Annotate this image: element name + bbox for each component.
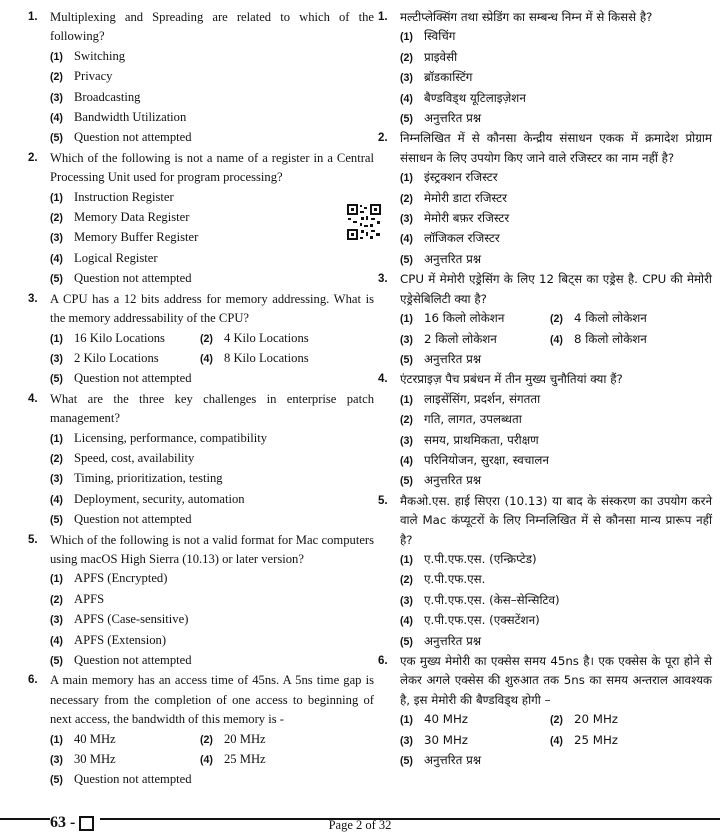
- option-number: (3): [50, 614, 63, 627]
- option-3: [50, 610, 378, 630]
- option-text: Switching: [74, 48, 126, 63]
- option-number: (5): [400, 635, 413, 648]
- option-number: (2): [50, 71, 63, 84]
- question-number: 2.: [378, 132, 388, 145]
- question-number: 4.: [28, 392, 38, 405]
- option-5: [50, 128, 378, 148]
- option-2: [200, 329, 378, 349]
- option-number: (2): [400, 414, 413, 427]
- option-text: Timing, prioritization, testing: [74, 471, 223, 486]
- option-text: ए.पी.एफ.एस. (केस–सेन्सिटिव): [424, 592, 560, 607]
- question-4-en: [28, 390, 378, 531]
- option-2: [550, 710, 716, 730]
- option-1: [50, 429, 378, 449]
- option-text: 2 Kilo Locations: [74, 350, 159, 365]
- option-text: अनुत्तरित प्रश्न: [424, 251, 482, 266]
- option-number: (2): [550, 313, 563, 326]
- option-3: [400, 209, 716, 229]
- option-number: (5): [50, 373, 63, 386]
- option-text: APFS: [74, 591, 105, 606]
- option-2: [400, 189, 716, 209]
- option-text: 16 किलो लोकेशन: [424, 311, 505, 326]
- option-4: [400, 611, 716, 631]
- option-3: [400, 431, 716, 451]
- option-text: Logical Register: [74, 250, 158, 265]
- option-text: 8 किलो लोकेशन: [574, 331, 647, 346]
- question-3-en: [28, 290, 378, 390]
- option-number: (4): [200, 352, 213, 365]
- option-text: 30 MHz: [74, 752, 116, 767]
- option-2: [50, 208, 378, 228]
- option-5: [400, 471, 716, 491]
- option-text: ए.पी.एफ.एस. (एक्सटेंशन): [424, 613, 540, 628]
- options-list: [50, 329, 378, 390]
- question-text: एंटरप्राइज़ पैच प्रबंधन में तीन मुख्य चुनौतियां क्या हैं?: [400, 372, 623, 387]
- option-number: (1): [50, 733, 63, 746]
- option-number: (4): [400, 615, 413, 628]
- option-text: स्विचिंग: [424, 29, 456, 44]
- option-5: [400, 751, 716, 771]
- question-6-hi: [378, 652, 716, 771]
- question-text: Multiplexing and Spreading are related to which of the following?: [50, 10, 374, 44]
- option-text: अनुत्तरित प्रश्न: [424, 351, 482, 366]
- option-2: [200, 730, 378, 750]
- option-1: [400, 550, 716, 570]
- option-3: [50, 469, 378, 489]
- option-4: [550, 731, 716, 751]
- option-5: [400, 632, 716, 652]
- option-text: Memory Buffer Register: [74, 230, 199, 245]
- option-number: (3): [400, 734, 413, 747]
- option-2: [400, 48, 716, 68]
- question-4-hi: [378, 370, 716, 491]
- option-1: [400, 309, 550, 329]
- option-4: [200, 349, 378, 369]
- option-number: (1): [400, 714, 413, 727]
- qr-code: [346, 203, 382, 241]
- option-number: (1): [400, 31, 413, 44]
- option-number: (3): [50, 91, 63, 104]
- option-text: Instruction Register: [74, 189, 174, 204]
- option-number: (3): [400, 333, 413, 346]
- option-number: (1): [50, 191, 63, 204]
- question-number: 6.: [28, 674, 38, 687]
- option-text: गति, लागत, उपलब्धता: [424, 412, 522, 427]
- question-2-hi: [378, 129, 716, 270]
- option-text: 20 MHz: [224, 731, 266, 746]
- option-text: Bandwidth Utilization: [74, 110, 187, 125]
- option-2: [400, 410, 716, 430]
- option-4: [50, 490, 378, 510]
- options-list: [400, 309, 716, 370]
- option-5: [400, 350, 716, 370]
- options-list: [400, 168, 716, 270]
- option-text: Speed, cost, availability: [74, 450, 195, 465]
- option-number: (5): [50, 273, 63, 286]
- option-number: (5): [400, 475, 413, 488]
- option-text: 16 Kilo Locations: [74, 330, 165, 345]
- question-number: 3.: [28, 292, 38, 305]
- option-text: 4 Kilo Locations: [224, 330, 309, 345]
- option-text: 25 MHz: [224, 752, 266, 767]
- option-text: प्राइवेसी: [424, 49, 458, 64]
- option-5: [50, 369, 378, 389]
- option-text: समय, प्राथमिकता, परीक्षण: [424, 432, 539, 447]
- option-number: (3): [400, 434, 413, 447]
- option-number: (4): [50, 252, 63, 265]
- option-text: ए.पी.एफ.एस. (एन्क्रिप्टेड): [424, 551, 537, 566]
- option-5: [400, 109, 716, 129]
- option-2: [400, 570, 716, 590]
- question-text: A main memory has an access time of 45ns. A 5ns time gap is necessary from the completion of one access to beginning of next access, the bandwidth of this memory is -: [50, 673, 374, 727]
- option-text: 4 किलो लोकेशन: [574, 311, 647, 326]
- option-number: (5): [400, 253, 413, 266]
- option-text: इंस्ट्रक्शन रजिस्टर: [424, 170, 498, 185]
- option-3: [50, 228, 378, 248]
- option-number: (2): [50, 452, 63, 465]
- option-4: [400, 229, 716, 249]
- option-number: (1): [50, 573, 63, 586]
- question-1-en: [28, 8, 378, 149]
- option-number: (1): [50, 432, 63, 445]
- option-number: (2): [400, 574, 413, 587]
- option-text: 20 MHz: [574, 712, 619, 727]
- option-3: [400, 330, 550, 350]
- option-1: [400, 27, 716, 47]
- option-1: [400, 710, 550, 730]
- options-list: [50, 47, 378, 149]
- option-text: परिनियोजन, सुरक्षा, स्वचालन: [424, 452, 549, 467]
- option-text: 30 MHz: [424, 732, 469, 747]
- option-text: Deployment, security, automation: [74, 491, 245, 506]
- option-5: [50, 510, 378, 530]
- option-4: [50, 108, 378, 128]
- option-number: (4): [50, 112, 63, 125]
- option-number: (3): [50, 352, 63, 365]
- option-number: (3): [50, 754, 63, 767]
- options-list: [50, 429, 378, 531]
- question-text: A CPU has a 12 bits address for memory addressing. What is the memory addressability of the CPU?: [50, 291, 374, 326]
- option-number: (4): [550, 333, 563, 346]
- option-text: APFS (Case-sensitive): [74, 612, 189, 627]
- option-5: [50, 269, 378, 289]
- question-text: एक मुख्य मेमोरी का एक्सेस समय 45ns है। एक एक्सेस के पूरा होने से लेकर अगले एक्सेस की शुरुआत तक 5ns का समय अन्तराल आवश्यक है, इस मेमोरी की बैण्डविड्थ होगी –: [400, 654, 712, 707]
- option-text: 40 MHz: [74, 731, 116, 746]
- option-4: [400, 89, 716, 109]
- option-number: (3): [400, 594, 413, 607]
- option-text: अनुत्तरित प्रश्न: [424, 753, 482, 768]
- option-1: [50, 329, 200, 349]
- option-number: (1): [50, 332, 63, 345]
- option-number: (2): [200, 332, 213, 345]
- option-text: अनुत्तरित प्रश्न: [424, 473, 482, 488]
- option-text: लाइसेंसिंग, प्रदर्शन, संगतता: [424, 391, 541, 406]
- option-3: [50, 349, 200, 369]
- option-number: (2): [50, 593, 63, 606]
- question-number: 4.: [378, 373, 388, 386]
- option-number: (4): [50, 493, 63, 506]
- option-number: (1): [400, 313, 413, 326]
- english-column: [28, 8, 378, 791]
- option-1: [50, 569, 378, 589]
- option-text: Licensing, performance, compatibility: [74, 430, 268, 445]
- question-text: What are the three key challenges in enterprise patch management?: [50, 391, 374, 426]
- option-1: [50, 730, 200, 750]
- option-number: (5): [400, 755, 413, 768]
- option-number: (2): [550, 714, 563, 727]
- option-number: (5): [400, 353, 413, 366]
- option-3: [400, 591, 716, 611]
- question-1-hi: [378, 8, 716, 129]
- option-4: [50, 631, 378, 651]
- option-2: [550, 309, 716, 329]
- option-text: 8 Kilo Locations: [224, 350, 309, 365]
- option-number: (5): [50, 774, 63, 787]
- question-text: मैकओ.एस. हाई सिएरा (10.13) या बाद के संस्करण का उपयोग करने वाले Mac कंप्यूटरों के लिए निम्नलिखित में से कौनसा मान्य प्रारूप नहीं है?: [400, 493, 712, 547]
- question-6-en: [28, 671, 378, 790]
- option-1: [400, 168, 716, 188]
- option-number: (5): [50, 655, 63, 667]
- option-text: मेमोरी बफ़र रजिस्टर: [424, 211, 510, 226]
- options-list: [400, 710, 716, 771]
- option-number: (3): [50, 473, 63, 486]
- option-number: (2): [50, 212, 63, 225]
- option-text: ए.पी.एफ.एस.: [424, 572, 486, 587]
- option-text: Question not attempted: [74, 772, 192, 787]
- option-4: [400, 451, 716, 471]
- option-text: Broadcasting: [74, 89, 141, 104]
- option-3: [400, 68, 716, 88]
- checkbox-square-icon: [79, 816, 94, 831]
- option-number: (2): [400, 51, 413, 64]
- option-text: Question not attempted: [74, 653, 192, 667]
- question-number: 1.: [28, 11, 38, 23]
- option-number: (2): [400, 192, 413, 205]
- question-text: Which of the following is not a name of a register in a Central Processing Unit used for program processing?: [50, 150, 374, 185]
- option-2: [50, 449, 378, 469]
- option-number: (1): [400, 393, 413, 406]
- page-number: Page 2 of 32: [328, 818, 392, 832]
- option-1: [50, 188, 378, 208]
- question-3-hi: [378, 270, 716, 370]
- question-number: 1.: [378, 11, 388, 23]
- option-text: लॉजिकल रजिस्टर: [424, 231, 500, 246]
- option-text: मेमोरी डाटा रजिस्टर: [424, 190, 507, 205]
- option-text: Privacy: [74, 69, 113, 84]
- question-number: 5.: [378, 494, 388, 507]
- option-text: APFS (Extension): [74, 632, 167, 647]
- option-5: [50, 770, 378, 790]
- option-text: APFS (Encrypted): [74, 571, 168, 586]
- option-number: (4): [400, 92, 413, 105]
- options-list: [400, 390, 716, 492]
- question-number: 2.: [28, 151, 38, 164]
- option-text: 2 किलो लोकेशन: [424, 331, 497, 346]
- option-1: [400, 390, 716, 410]
- option-3: [50, 88, 378, 108]
- option-text: अनुत्तरित प्रश्न: [424, 111, 482, 126]
- option-number: (3): [400, 213, 413, 226]
- option-text: 25 MHz: [574, 732, 619, 747]
- option-number: (2): [200, 733, 213, 746]
- question-text: निम्नलिखित में से कौनसा केन्द्रीय संसाधन एकक में क्रमादेश प्रोग्राम संसाधन के लिए उपयोग किए जाने वाले रजिस्टर का नाम नहीं है?: [400, 131, 712, 165]
- option-number: (5): [400, 113, 413, 126]
- question-2-en: [28, 149, 378, 290]
- question-number: 5.: [28, 533, 38, 546]
- option-text: Question not attempted: [74, 130, 192, 145]
- option-text: बैण्डविड्थ यूटिलाइज़ेशन: [424, 90, 526, 105]
- option-5: [400, 250, 716, 270]
- option-number: (1): [50, 50, 63, 63]
- option-2: [50, 67, 378, 87]
- option-number: (5): [50, 132, 63, 145]
- question-5-en: [28, 531, 378, 672]
- option-5: [50, 651, 378, 671]
- paper-code-text: 63 -: [50, 814, 76, 831]
- options-list: [50, 569, 378, 671]
- option-text: अनुत्तरित प्रश्न: [424, 633, 482, 648]
- option-1: [50, 47, 378, 67]
- option-3: [400, 731, 550, 751]
- option-number: (4): [50, 634, 63, 647]
- question-5-hi: [378, 492, 716, 652]
- option-number: (3): [50, 232, 63, 245]
- option-text: Memory Data Register: [74, 210, 190, 225]
- options-list: [400, 27, 716, 129]
- option-number: (3): [400, 72, 413, 85]
- question-text: CPU में मेमोरी एड्रेसिंग के लिए 12 बिट्स का एड्रेस है. CPU की मेमोरी एड्रेसेबिलिटी क्या है?: [400, 272, 712, 306]
- option-text: 40 MHz: [424, 712, 469, 727]
- option-text: Question not attempted: [74, 512, 192, 527]
- option-4: [200, 750, 378, 770]
- option-text: Question not attempted: [74, 271, 192, 286]
- option-number: (1): [400, 553, 413, 566]
- option-number: (4): [400, 233, 413, 246]
- option-2: [50, 590, 378, 610]
- option-number: (4): [550, 734, 563, 747]
- question-text: मल्टीप्लेक्सिंग तथा स्प्रेडिंग का सम्बन्ध निम्न में से किससे है?: [400, 10, 653, 24]
- options-list: [50, 188, 378, 290]
- paper-code: [50, 814, 100, 832]
- option-text: ब्रॉडकास्टिंग: [424, 70, 473, 85]
- option-4: [50, 249, 378, 269]
- option-3: [50, 750, 200, 770]
- question-text: Which of the following is not a valid format for Mac computers using macOS High Sierra (10.13) or later version?: [50, 532, 374, 566]
- option-number: (4): [200, 754, 213, 767]
- question-number: 3.: [378, 273, 388, 286]
- option-text: Question not attempted: [74, 371, 192, 386]
- question-number: 6.: [378, 655, 388, 667]
- option-number: (5): [50, 514, 63, 527]
- option-number: (4): [400, 454, 413, 467]
- option-4: [550, 330, 716, 350]
- options-list: [400, 550, 716, 652]
- hindi-column: [378, 8, 716, 771]
- options-list: [50, 730, 378, 791]
- option-number: (1): [400, 172, 413, 185]
